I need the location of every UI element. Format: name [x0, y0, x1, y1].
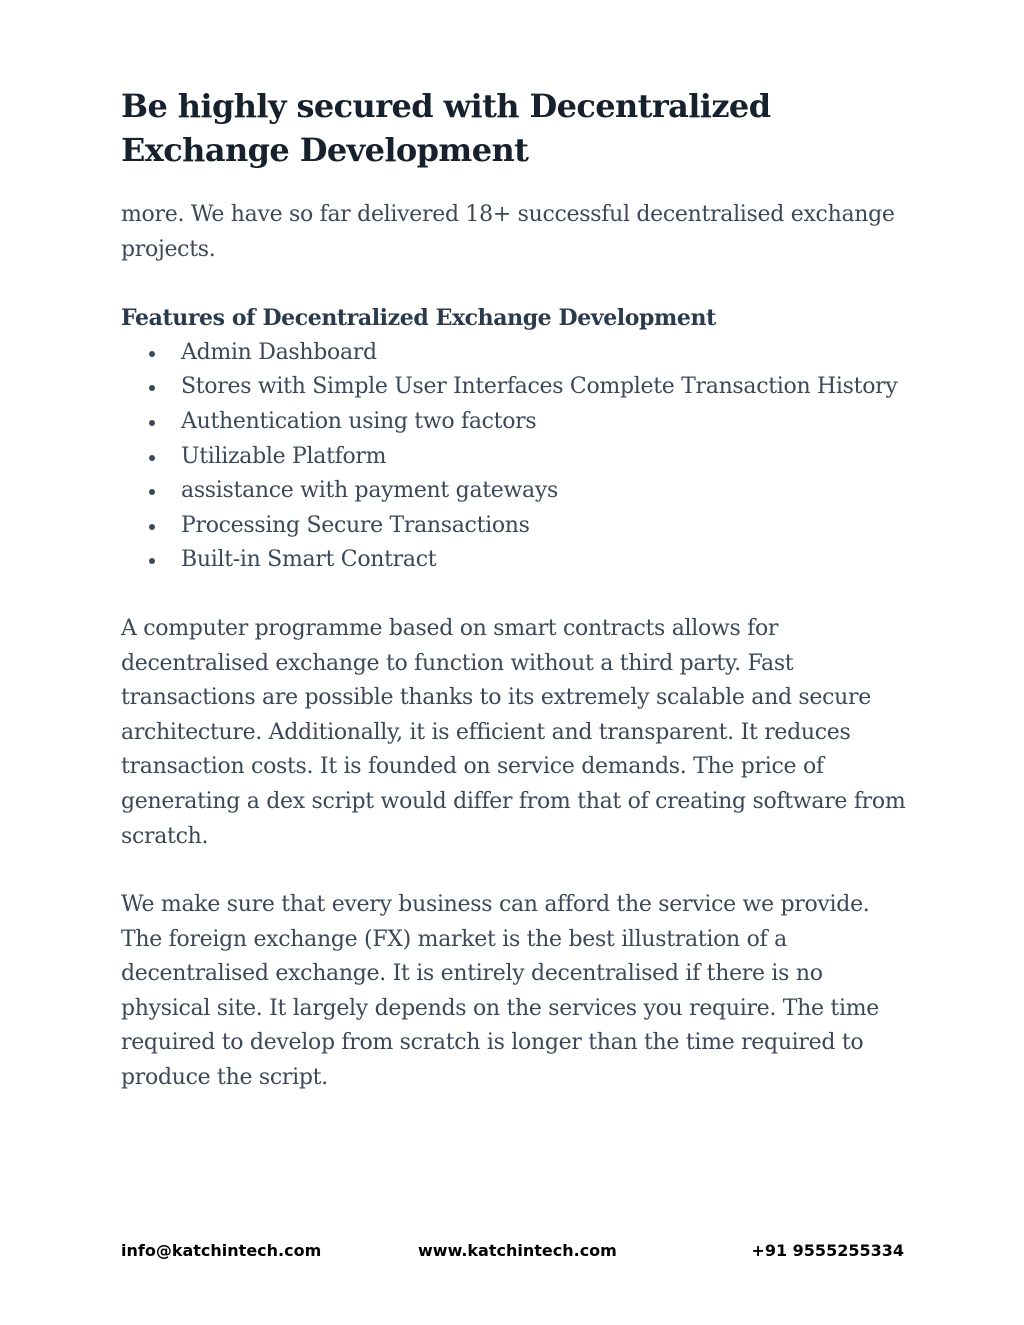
document-body [121, 84, 911, 1096]
feature-item [121, 474, 911, 509]
page-footer [121, 1241, 904, 1265]
feature-label: Processing Secure Transactions [181, 512, 530, 538]
footer-phone-number[interactable]: +91 9555255334 [751, 1241, 904, 1260]
bullet-icon [149, 558, 155, 564]
feature-item [121, 370, 911, 405]
feature-item [121, 543, 911, 578]
bullet-icon [149, 420, 155, 426]
intro-paragraph: more. We have so far delivered 18+ successful decentralised exchange projects. [121, 202, 895, 262]
feature-label: Utilizable Platform [181, 443, 387, 469]
feature-label: Built-in Smart Contract [181, 547, 437, 573]
feature-label: Admin Dashboard [181, 339, 377, 365]
document-title: Be highly secured with Decentralized Exchange Development [121, 87, 771, 169]
bullet-icon [149, 524, 155, 530]
footer-website-link[interactable]: www.katchintech.com [418, 1241, 617, 1260]
features-heading: Features of Decentralized Exchange Development [121, 305, 716, 332]
feature-item [121, 509, 911, 544]
footer-email-link[interactable]: info@katchintech.com [121, 1241, 322, 1260]
feature-label: assistance with payment gateways [181, 478, 558, 504]
bullet-icon [149, 489, 155, 495]
feature-label: Stores with Simple User Interfaces Complete Transaction History [181, 374, 898, 400]
body-paragraph-2: We make sure that every business can afford the service we provide. The foreign exchange (FX) market is the best illustration of a decentralised exchange. It is entirely decentralised if there is no physical site. It largely depends on the services you require. The time required to develop from scratch is longer than the time required to produce the script. [121, 892, 879, 1091]
bullet-icon [149, 455, 155, 461]
body-paragraph-1: A computer programme based on smart contracts allows for decentralised exchange to function without a third party. Fast transactions are possible thanks to its extremely scalable and secure architecture. Additionally, it is efficient and transparent. It reduces transaction costs. It is founded on service demands. The price of generating a dex script would differ from that of creating software from scratch. [121, 615, 906, 849]
feature-item [121, 336, 911, 371]
features-list [121, 336, 911, 578]
feature-item [121, 405, 911, 440]
bullet-icon [149, 385, 155, 391]
feature-label: Authentication using two factors [181, 408, 537, 434]
feature-item [121, 440, 911, 475]
bullet-icon [149, 351, 155, 357]
